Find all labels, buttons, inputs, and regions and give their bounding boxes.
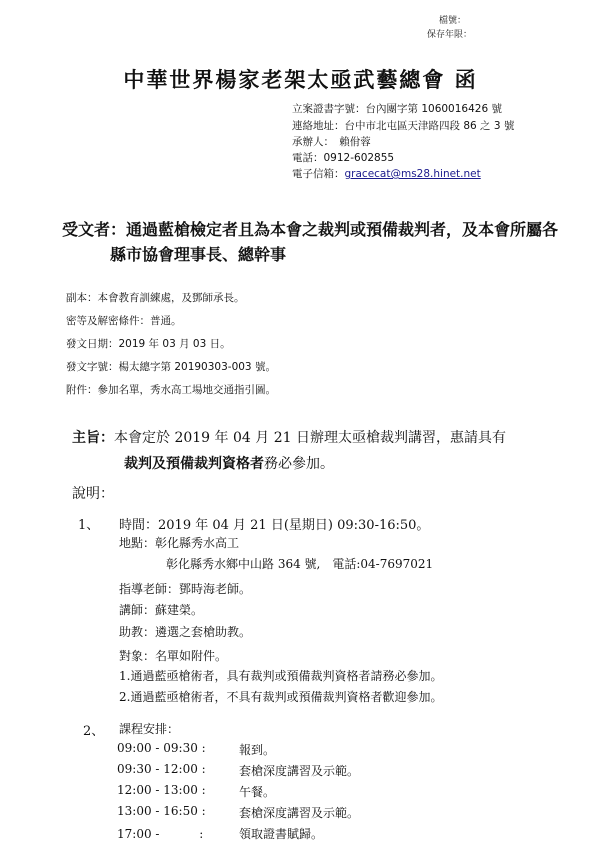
subject-text-2: 務必參加。 (264, 456, 334, 472)
email-label: 電子信箱： (292, 168, 345, 180)
meta-cc: 副本：本會教育訓練處，及鄧師承長。 (66, 292, 245, 304)
subject-bold-text: 裁判及預備裁判資格者 (124, 456, 264, 472)
item-1-number: 1、 (78, 518, 100, 533)
schedule-time: 13:00 - 16:50 : (117, 804, 206, 818)
item-1-time: 時間：2019 年 04 月 21 日(星期日) 09:30-16:50。 (119, 518, 430, 533)
item-1-target: 對象：名單如附件。 (119, 649, 228, 663)
email-link[interactable]: gracecat@ms28.hinet.net (344, 168, 481, 180)
recipient-line-1: 受文者：通過藍槍檢定者且為本會之裁判或預備裁判者，及本會所屬各 (62, 220, 559, 239)
subject-text-1: 本會定於 2019 年 04 月 21 日辦理太亟槍裁判講習，惠請具有 (114, 430, 506, 446)
item-1-teacher: 指導老師：鄧時海老師。 (119, 582, 252, 596)
meta-doc-no: 發文字號：楊太總字第 20190303-003 號。 (66, 361, 276, 373)
item-1-target-1: 1.通過藍亟槍術者，具有裁判或預備裁判資格者請務必參加。 (119, 669, 443, 683)
schedule-time: 12:00 - 13:00 : (117, 783, 206, 797)
schedule-time: 09:30 - 12:00 : (117, 762, 206, 776)
schedule-activity: 午餐。 (239, 785, 276, 799)
subject-line-1 (72, 426, 506, 450)
schedule-time: 09:00 - 09:30 : (117, 741, 206, 755)
schedule-activity: 套槍深度講習及示範。 (239, 764, 360, 778)
item-2-number: 2、 (83, 724, 105, 739)
meta-secrecy: 密等及解密條件：普通。 (66, 315, 182, 327)
subject-label: 主旨： (72, 430, 114, 446)
archive-retention: 保存年限： (427, 30, 473, 40)
schedule-activity: 套槍深度講習及示範。 (239, 806, 360, 820)
schedule-activity: 報到。 (239, 743, 276, 757)
document-title: 中華世界楊家老架太亟武藝總會 函 (123, 67, 478, 92)
item-2-heading: 課程安排： (119, 722, 180, 736)
contact-handler: 承辦人： 賴佾蓉 (292, 136, 371, 148)
schedule-time: 17:00 - : (117, 827, 204, 841)
item-1-address: 彰化縣秀水鄉中山路 364 號, 電話:04-7697021 (166, 557, 434, 571)
meta-date: 發文日期：2019 年 03 月 03 日。 (66, 338, 231, 350)
recipient-line-2: 縣市協會理事長、總幹事 (110, 245, 287, 264)
contact-email-line (292, 166, 481, 181)
contact-phone: 電話：0912-602855 (292, 152, 395, 164)
item-1-place: 地點：彰化縣秀水高工 (119, 536, 240, 550)
subject-line-2 (124, 452, 334, 476)
item-1-assistant: 助教：遴選之套槍助教。 (119, 625, 252, 639)
explanation-label: 說明： (72, 486, 114, 502)
schedule-activity: 領取證書賦歸。 (239, 827, 324, 841)
meta-attachment: 附件：參加名單，秀水高工場地交通指引圖。 (66, 384, 276, 396)
contact-address: 連絡地址：台中市北屯區天津路四段 86 之 3 號 (292, 120, 515, 132)
registration-number: 立案證書字號：台內團字第 1060016426 號 (292, 103, 502, 115)
item-1-target-2: 2.通過藍亟槍術者，不具有裁判或預備裁判資格者歡迎參加。 (119, 690, 443, 704)
archive-file-no: 檔號： (439, 16, 467, 26)
item-1-lecturer: 講師：蘇建榮。 (119, 603, 204, 617)
